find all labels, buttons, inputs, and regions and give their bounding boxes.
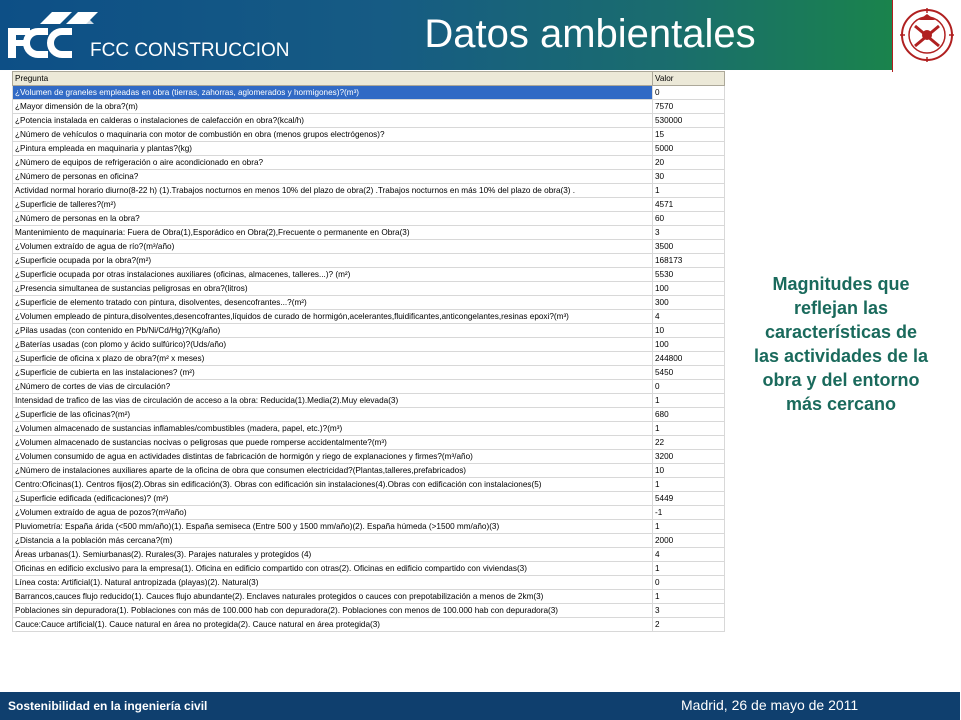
value-cell[interactable]: 4571: [653, 198, 725, 212]
table-row[interactable]: [13, 310, 725, 324]
question-cell[interactable]: ¿Número de vehículos o maquinaria con motor de combustión en obra (menos grupos electrógenos)?: [13, 128, 653, 142]
footer-bar: [0, 692, 960, 720]
table-row[interactable]: [13, 506, 725, 520]
question-cell[interactable]: Línea costa: Artificial(1). Natural antropizada (playas)(2). Natural(3): [13, 576, 653, 590]
question-cell[interactable]: ¿Número de equipos de refrigeración o aire acondicionado en obra?: [13, 156, 653, 170]
question-cell[interactable]: Poblaciones sin depuradora(1). Poblaciones con más de 100.000 hab con depuradora(2). Poblaciones con menos de 100.000 hab con depuradora(3): [13, 604, 653, 618]
table-row[interactable]: [13, 268, 725, 282]
question-cell[interactable]: ¿Pilas usadas (con contenido en Pb/Ni/Cd/Hg)?(Kg/año): [13, 324, 653, 338]
value-cell[interactable]: 530000: [653, 114, 725, 128]
table-row[interactable]: [13, 142, 725, 156]
value-cell[interactable]: 100: [653, 282, 725, 296]
value-cell[interactable]: 20: [653, 156, 725, 170]
column-header-value[interactable]: Valor: [653, 72, 725, 86]
university-seal: [892, 0, 961, 72]
question-cell[interactable]: ¿Superficie de elemento tratado con pintura, disolventes, desencofrantes...?(m²): [13, 296, 653, 310]
value-cell[interactable]: 0: [653, 380, 725, 394]
question-cell[interactable]: Cauce:Cauce artificial(1). Cauce natural en área no protegida(2). Cauce natural en área protegida(3): [13, 618, 653, 632]
question-cell[interactable]: ¿Volumen almacenado de sustancias inflamables/combustibles (madera, papel, etc.)?(m³): [13, 422, 653, 436]
table-row[interactable]: [13, 576, 725, 590]
question-cell[interactable]: Pluviometría: España árida (<500 mm/año)(1). España semiseca (Entre 500 y 1500 mm/año)(2). España húmeda (>1500 mm/año)(3): [13, 520, 653, 534]
question-cell[interactable]: Intensidad de trafico de las vias de circulación de acceso a la obra: Reducida(1).Media(2).Muy elevada(3): [13, 394, 653, 408]
value-cell[interactable]: 5000: [653, 142, 725, 156]
value-cell[interactable]: 4: [653, 310, 725, 324]
value-cell[interactable]: 680: [653, 408, 725, 422]
column-header-question[interactable]: Pregunta: [13, 72, 653, 86]
question-cell[interactable]: ¿Presencia simultanea de sustancias peligrosas en obra?(litros): [13, 282, 653, 296]
table-row[interactable]: [13, 618, 725, 632]
table-row[interactable]: [13, 352, 725, 366]
footer-course-title: Sostenibilidad en la ingeniería civil: [8, 699, 208, 713]
value-cell[interactable]: 10: [653, 464, 725, 478]
header-bar: [0, 0, 960, 70]
table-row[interactable]: [13, 156, 725, 170]
table-row[interactable]: [13, 520, 725, 534]
value-cell[interactable]: 1: [653, 394, 725, 408]
table-row[interactable]: [13, 436, 725, 450]
table-row[interactable]: [13, 240, 725, 254]
question-cell[interactable]: ¿Número de cortes de vias de circulación?: [13, 380, 653, 394]
description-text: Magnitudes que reflejan las características de las actividades de la obra y del entorno más cercano: [753, 274, 929, 414]
table-row[interactable]: [13, 422, 725, 436]
table-row[interactable]: [13, 366, 725, 380]
question-cell[interactable]: Barrancos,cauces flujo reducido(1). Cauces flujo abundante(2). Enclaves naturales protegidos o cauces con prepotabilización a menos de 2km(3): [13, 590, 653, 604]
question-cell[interactable]: ¿Superficie de cubierta en las instalaciones? (m²): [13, 366, 653, 380]
question-cell[interactable]: ¿Baterías usadas (con plomo y ácido sulfúrico)?(Uds/año): [13, 338, 653, 352]
table-row[interactable]: [13, 128, 725, 142]
value-cell[interactable]: 5449: [653, 492, 725, 506]
table-row[interactable]: [13, 212, 725, 226]
table-row[interactable]: [13, 492, 725, 506]
question-cell[interactable]: ¿Número de instalaciones auxiliares aparte de la oficina de obra que consumen electricidad?(Plantas,talleres,prefabricados): [13, 464, 653, 478]
value-cell[interactable]: 5450: [653, 366, 725, 380]
table-row[interactable]: [13, 478, 725, 492]
table-row[interactable]: [13, 394, 725, 408]
table-row[interactable]: [13, 604, 725, 618]
question-cell[interactable]: ¿Volumen consumido de agua en actividades distintas de fabricación de hormigón y riego de explanaciones y firmes?(m³/año): [13, 450, 653, 464]
question-cell[interactable]: Mantenimiento de maquinaria: Fuera de Obra(1),Esporádico en Obra(2),Frecuente o permanente en Obra(3): [13, 226, 653, 240]
value-cell[interactable]: 4: [653, 548, 725, 562]
value-cell[interactable]: 1: [653, 184, 725, 198]
value-cell[interactable]: 300: [653, 296, 725, 310]
table-row[interactable]: [13, 534, 725, 548]
value-cell[interactable]: 0: [653, 576, 725, 590]
table-row[interactable]: [13, 170, 725, 184]
table-row[interactable]: [13, 282, 725, 296]
table-row[interactable]: [13, 464, 725, 478]
value-cell[interactable]: -1: [653, 506, 725, 520]
value-cell[interactable]: 3: [653, 226, 725, 240]
value-cell[interactable]: 30: [653, 170, 725, 184]
question-cell[interactable]: Centro:Oficinas(1). Centros fijos(2).Obras sin edificación(3). Obras con edificación sin instalaciones(4).Obras con edificación con instalaciones(5): [13, 478, 653, 492]
table-row[interactable]: [13, 562, 725, 576]
table-row[interactable]: [13, 380, 725, 394]
table-row[interactable]: [13, 86, 725, 100]
table-row[interactable]: [13, 184, 725, 198]
question-cell[interactable]: ¿Potencia instalada en calderas o instalaciones de calefacción en obra?(kcal/h): [13, 114, 653, 128]
question-cell[interactable]: Áreas urbanas(1). Semiurbanas(2). Rurales(3). Parajes naturales y protegidos (4): [13, 548, 653, 562]
fcc-construccion-logo: [4, 6, 290, 64]
value-cell[interactable]: 3200: [653, 450, 725, 464]
value-cell[interactable]: 168173: [653, 254, 725, 268]
question-cell[interactable]: ¿Superficie de las oficinas?(m²): [13, 408, 653, 422]
question-cell[interactable]: Actividad normal horario diurno(8-22 h) (1).Trabajos nocturnos en menos 10% del plazo de obra(2) .Trabajos nocturnos en más 10% del plazo de obra(3) .: [13, 184, 653, 198]
page-title: Datos ambientales: [424, 12, 756, 56]
value-cell[interactable]: 2: [653, 618, 725, 632]
value-cell[interactable]: 0: [653, 86, 725, 100]
question-cell[interactable]: ¿Superficie ocupada por otras instalaciones auxiliares (oficinas, almacenes, talleres...)? (m²): [13, 268, 653, 282]
value-cell[interactable]: 1: [653, 422, 725, 436]
question-cell[interactable]: ¿Superficie de oficina x plazo de obra?(m² x meses): [13, 352, 653, 366]
question-cell[interactable]: ¿Volumen de graneles empleadas en obra (tierras, zahorras, aglomerados y hormigones)?(m³): [13, 86, 653, 100]
table-row[interactable]: [13, 324, 725, 338]
value-cell[interactable]: 15: [653, 128, 725, 142]
value-cell[interactable]: 3: [653, 604, 725, 618]
value-cell[interactable]: 1: [653, 520, 725, 534]
question-cell[interactable]: ¿Distancia a la población más cercana?(m): [13, 534, 653, 548]
question-cell[interactable]: ¿Número de personas en oficina?: [13, 170, 653, 184]
question-cell[interactable]: ¿Pintura empleada en maquinaria y plantas?(kg): [13, 142, 653, 156]
value-cell[interactable]: 10: [653, 324, 725, 338]
table-row[interactable]: [13, 590, 725, 604]
value-cell[interactable]: 60: [653, 212, 725, 226]
value-cell[interactable]: 1: [653, 590, 725, 604]
question-cell[interactable]: ¿Volumen extraído de agua de pozos?(m³/año): [13, 506, 653, 520]
table-row[interactable]: [13, 198, 725, 212]
value-cell[interactable]: 2000: [653, 534, 725, 548]
value-cell[interactable]: 100: [653, 338, 725, 352]
question-cell[interactable]: ¿Superficie edificada (edificaciones)? (m²): [13, 492, 653, 506]
footer-date: Madrid, 26 de mayo de 2011: [681, 697, 859, 713]
question-cell[interactable]: ¿Número de personas en la obra?: [13, 212, 653, 226]
question-cell[interactable]: ¿Mayor dimensión de la obra?(m): [13, 100, 653, 114]
table-row[interactable]: [13, 296, 725, 310]
table-row[interactable]: [13, 226, 725, 240]
value-cell[interactable]: 22: [653, 436, 725, 450]
table-row[interactable]: [13, 100, 725, 114]
question-cell[interactable]: ¿Volumen extraído de agua de río?(m³/año): [13, 240, 653, 254]
value-cell[interactable]: 5530: [653, 268, 725, 282]
table-row[interactable]: [13, 114, 725, 128]
table-row[interactable]: [13, 548, 725, 562]
table-row[interactable]: [13, 450, 725, 464]
seal-emblem-icon: [897, 4, 957, 66]
value-cell[interactable]: 3500: [653, 240, 725, 254]
table-row[interactable]: [13, 338, 725, 352]
value-cell[interactable]: 1: [653, 478, 725, 492]
question-cell[interactable]: Oficinas en edificio exclusivo para la empresa(1). Oficina en edificio compartido con otras(2). Oficinas en edificio compartido con viviendas(3): [13, 562, 653, 576]
table-row[interactable]: [13, 408, 725, 422]
questions-table: [12, 71, 725, 632]
table-row[interactable]: [13, 254, 725, 268]
value-cell[interactable]: 7570: [653, 100, 725, 114]
data-grid[interactable]: [12, 71, 725, 690]
question-cell[interactable]: ¿Superficie ocupada por la obra?(m²): [13, 254, 653, 268]
value-cell[interactable]: 244800: [653, 352, 725, 366]
table-header-row: [13, 72, 725, 86]
logo-text: FCC CONSTRUCCION: [90, 40, 290, 61]
question-cell[interactable]: ¿Superficie de talleres?(m²): [13, 198, 653, 212]
question-cell[interactable]: ¿Volumen empleado de pintura,disolventes,desencofrantes,líquidos de curado de hormigón,acelerantes,fluidificantes,anticongelantes,resinas epoxi?(m³): [13, 310, 653, 324]
question-cell[interactable]: ¿Volumen almacenado de sustancias nocivas o peligrosas que puede romperse accidentalmente?(m³): [13, 436, 653, 450]
value-cell[interactable]: 1: [653, 562, 725, 576]
